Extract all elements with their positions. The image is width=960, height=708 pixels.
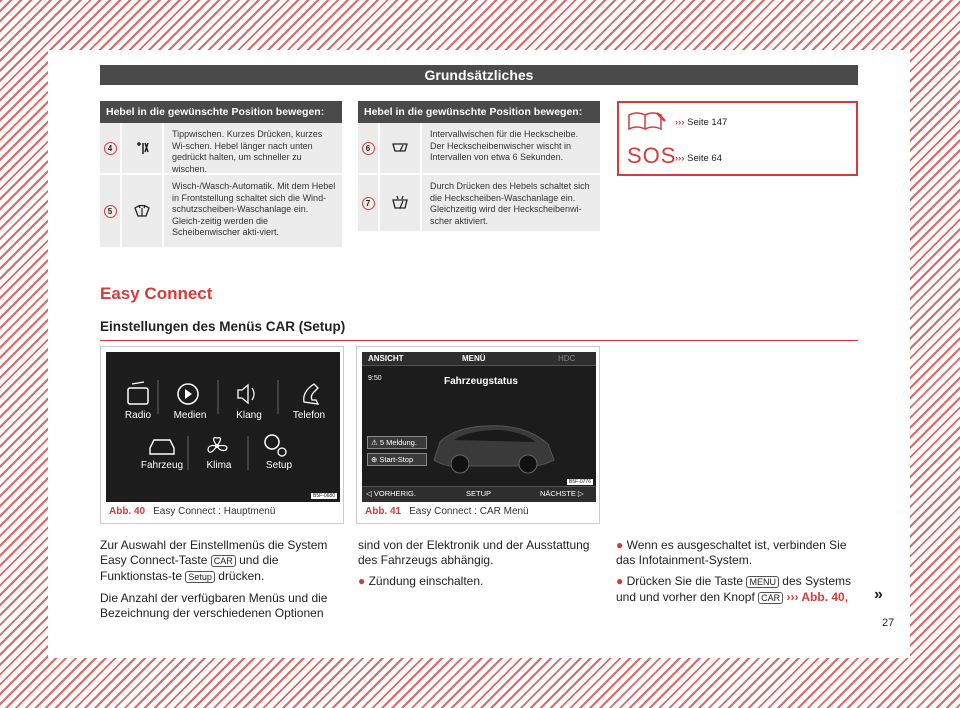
menu-item-klang[interactable]: Klang [236, 410, 262, 421]
text-span: Zur Auswahl der Einstellmenüs die System Easy Connect-Taste [100, 538, 328, 567]
wiper-table-right [358, 101, 600, 233]
rear-wiper-icon [380, 123, 422, 173]
page-reference[interactable] [675, 153, 722, 164]
section-title: Easy Connect [100, 284, 213, 303]
car-silhouette [362, 352, 596, 502]
row-text: Durch Drücken des Hebels schaltet sich die Heckscheiben-Waschanlage ein. Gleichzeitig wird der Heckscheibenwi-scher aktiviert. [430, 181, 590, 226]
figure-41 [356, 346, 600, 524]
bullet-text: Zündung einschalten. [368, 574, 484, 588]
page [48, 50, 910, 658]
ref-arrow: ››› [675, 117, 685, 128]
wash-wipe-icon [122, 175, 164, 247]
clock: 9:50 [368, 375, 382, 382]
figure-reference[interactable]: ››› Abb. 40, [786, 590, 849, 604]
wiper-table-left [100, 101, 342, 249]
figure-label: Abb. 40 [109, 506, 146, 517]
messages-label: 5 Meldung. [379, 438, 417, 447]
text-column-2 [358, 538, 602, 595]
ref-arrow: ››› [675, 153, 685, 164]
car-key: CAR [758, 592, 783, 604]
screen-title: Fahrzeugstatus [444, 376, 518, 387]
paragraph: sind von der Elektronik und der Ausstattung des Fahrzeugs abhängig. [358, 538, 590, 567]
row-number: 7 [362, 197, 375, 210]
bullet-item [358, 574, 602, 589]
text-span: und die Funktionstas-te [100, 553, 279, 583]
tab-ansicht[interactable]: ANSICHT [368, 354, 404, 363]
table-heading: Hebel in die gewünschte Position bewegen: [358, 101, 600, 123]
start-stop-button[interactable]: ⊕ Start-Stop [367, 453, 427, 466]
table-row [358, 123, 600, 175]
car-key: CAR [211, 555, 236, 567]
row-text: Wisch-/Wasch-Automatik. Mit dem Hebel in Frontstellung schaltet sich die Wind-schutzscheiben-Waschanlage ein. Gleich-zeitig werden die Scheibenwischer akti-viert. [172, 181, 336, 237]
page-reference[interactable] [675, 117, 727, 128]
bullet-text: Wenn es ausgeschaltet ist, verbinden Sie das Infotainment-System. [616, 538, 847, 567]
menu-item-fahrzeug[interactable]: Fahrzeug [140, 460, 184, 471]
menu-item-radio[interactable]: Radio [124, 410, 152, 421]
menu-icons [106, 352, 340, 502]
messages-button[interactable]: ⚠ 5 Meldung. [367, 436, 427, 449]
table-row [100, 123, 342, 175]
row-text: Tippwischen. Kurzes Drücken, kurzes Wi-schen. Hebel länger nach unten gedrückt halten, um schneller zu wischen. [172, 129, 323, 174]
tap-wipe-icon [122, 123, 164, 173]
menu-item-telefon[interactable]: Telefon [292, 410, 326, 421]
page-header: Grundsätzliches [100, 65, 858, 85]
tab-menu[interactable]: MENÜ [462, 354, 486, 363]
caption-text: Easy Connect : CAR Menü [409, 506, 529, 517]
setup-key: Setup [185, 571, 215, 583]
bullet-icon: ● [616, 574, 624, 588]
figure-code: B5F-0776 [569, 479, 591, 485]
bullet-item [616, 574, 860, 606]
reference-box [617, 101, 858, 176]
text-column-3 [616, 538, 860, 612]
prev-button[interactable]: ◁ VORHERIG. [366, 489, 416, 498]
text-column-1 [100, 538, 344, 627]
text-span: drücken. [218, 569, 265, 583]
table-row [358, 175, 600, 233]
ref-text: Seite 147 [687, 117, 728, 128]
caption-text: Easy Connect : Hauptmenü [153, 506, 276, 517]
paragraph [100, 538, 344, 585]
menu-item-klima[interactable]: Klima [206, 460, 232, 471]
figure-code: B5F-0680 [313, 493, 335, 499]
page-number: 27 [882, 617, 895, 629]
figure-caption [109, 506, 275, 517]
main-menu-screen [106, 352, 340, 502]
ref-text: Seite 64 [687, 153, 723, 164]
paragraph: Die Anzahl der verfügbaren Menüs und die Bezeichnung der verschiedenen Optionen [100, 591, 328, 620]
row-number: 6 [362, 142, 375, 155]
figure-label: Abb. 41 [365, 506, 402, 517]
divider [100, 340, 858, 341]
figure-caption [365, 506, 529, 517]
continue-icon: » [874, 586, 883, 603]
start-stop-label: Start-Stop [379, 455, 414, 464]
section-subtitle: Einstellungen des Menüs CAR (Setup) [100, 319, 346, 334]
figure-40 [100, 346, 344, 524]
sos-label: SOS [627, 143, 677, 168]
menu-key: MENU [746, 576, 779, 588]
menu-item-setup[interactable]: Setup [265, 460, 293, 471]
rear-wash-icon [380, 175, 422, 231]
bullet-text: des Systems und und vorher den Knopf [616, 574, 851, 604]
bullet-item [616, 538, 860, 568]
setup-button[interactable]: SETUP [466, 489, 492, 498]
row-number: 5 [104, 205, 117, 218]
row-text: Intervallwischen für die Heckscheibe. Der Heckscheibenwischer wischt in Intervallen von etwa 6 Sekunden. [430, 129, 579, 162]
book-wrench-icon [627, 109, 667, 138]
table-row [100, 175, 342, 249]
table-heading: Hebel in die gewünschte Position bewegen: [100, 101, 342, 123]
hdc-indicator: HDC [558, 354, 576, 363]
bullet-icon: ● [616, 538, 624, 552]
row-number: 4 [104, 142, 117, 155]
bullet-icon: ● [358, 574, 366, 588]
bullet-text: Drücken Sie die Taste [626, 574, 744, 588]
menu-item-medien[interactable]: Medien [173, 410, 207, 421]
car-menu-screen [362, 352, 596, 502]
next-button[interactable]: NÄCHSTE ▷ [540, 489, 584, 498]
